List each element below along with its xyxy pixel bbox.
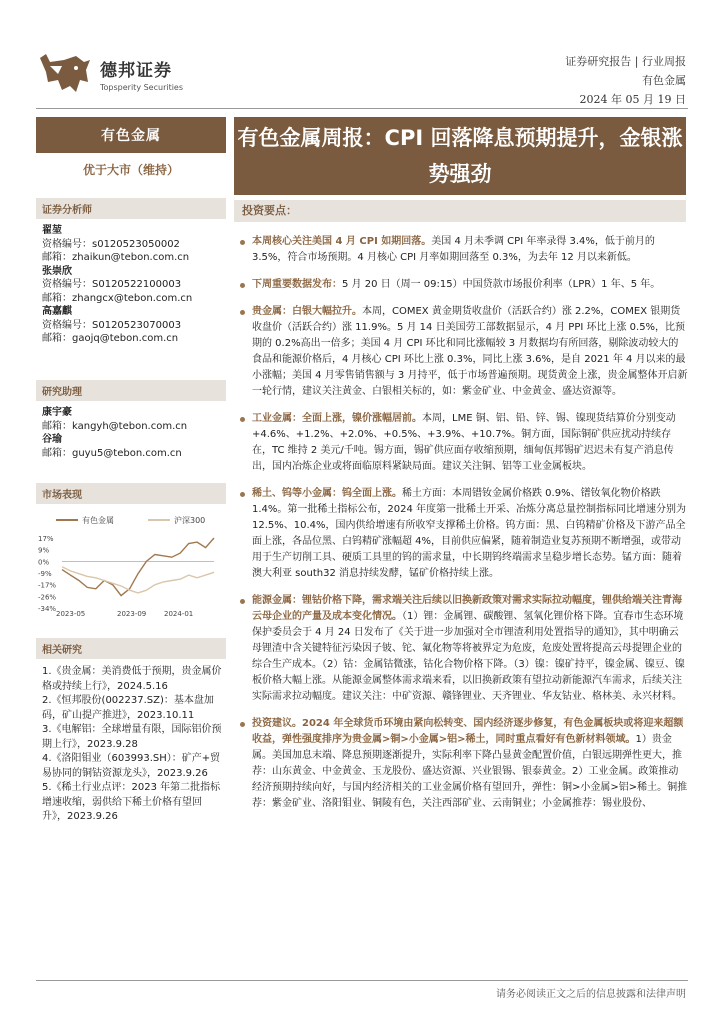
point-text: 稀土方面：本周镨钕金属价格跌 0.9%、镨钕氧化物价格跌 1.4%。第一批稀土指标公布，2024 年度第一批稀土开采、冶炼分离总量控制指标同比增速分别为 12.5%、10.4%，国内供给增速有所收窄支撑稀土价格。钨方面：黑、白钨精矿价格及下游产品全面上涨，各品位黑、白钨精矿涨幅超 4%，目前供应偏紧，随着制造业复苏预期不断增强，或带动用于生产切削工具、硬质工具里的钨的需求量，中长期钨终端需求呈稳步增长态势。锰方面：随着澳大利亚 south32 消息持续发酵，锰矿价格持续上涨。 — [252, 488, 687, 579]
x-tick-label: 2023-09 — [117, 610, 147, 618]
analyst-cert: 资格编号：S0120523070003 — [42, 319, 182, 331]
assistant-email[interactable]: 邮箱：guyu5@tebon.com.cn — [42, 447, 182, 459]
point-lead: 稀土、钨等小金属：钨全面上涨。 — [252, 488, 402, 499]
point-item — [238, 716, 688, 812]
analysts-section — [36, 198, 226, 346]
company-name-cn: 德邦证券 — [100, 61, 172, 81]
related-item[interactable]: 2.《恒邦股份(002237.SZ)：基本盘加码，矿山提产推进》，2023.10.11 — [42, 695, 214, 721]
analyst-email[interactable]: 邮箱：zhangcx@tebon.com.cn — [42, 292, 193, 304]
point-lead: 工业金属：全面上涨，镍价涨幅居前。 — [252, 413, 422, 424]
y-tick-label: -26% — [38, 593, 57, 602]
assistant-name: 谷瑜 — [42, 434, 62, 445]
assistant — [36, 433, 226, 460]
analyst-cert: 资格编号：S0120522100003 — [42, 279, 182, 290]
rating-label: 优于大市（维持） — [82, 163, 179, 177]
report-type: 证券研究报告 | 行业周报 — [565, 55, 686, 68]
legend-label: 有色金属 — [82, 516, 114, 525]
assistant-email[interactable]: 邮箱：kangyh@tebon.com.cn — [42, 420, 188, 432]
y-tick-label: -9% — [38, 570, 52, 578]
analyst-name: 张崇欣 — [42, 265, 72, 277]
assistant-name: 康宇豪 — [42, 407, 72, 418]
point-lead: 下周重要数据发布： — [252, 279, 342, 290]
related-item[interactable]: 4.《洛阳钼业（603993.SH）：矿产+贸易协同的铜钴资源龙头》，2023.9.26 — [42, 753, 221, 779]
analyst — [36, 224, 226, 265]
point-item — [238, 593, 688, 705]
point-lead: 贵金属：白银大幅拉升。 — [252, 306, 362, 317]
analyst-email[interactable]: 邮箱：gaojq@tebon.com.cn — [42, 333, 179, 344]
market-section — [36, 483, 226, 618]
y-tick-label: 0% — [38, 558, 50, 567]
assistants-title: 研究助理 — [36, 380, 226, 401]
analysts-title: 证券分析师 — [36, 198, 226, 219]
market-chart — [36, 508, 226, 618]
report-title: 有色金属周报：CPI 回落降息预期提升，金银涨势强劲 — [234, 117, 686, 195]
point-text: 本周，LME 铜、铝、铅、锌、锡、镍现货结算价分别变动+4.6%、+1.2%、+2.0%、+0.5%、+3.9%、+10.7%。铜方面，国际铜矿供应扰动持续存在，TC 维持 2 美元/千吨。锡方面，锡矿供应面存收缩预期，缅甸佤邦锡矿迟迟未有复产消息传出，国内冶炼企业或将面临原料紧缺局面。建议关注铜、铝等工业金属板块。 — [252, 413, 676, 472]
point-text: （1）锂：金属锂、碳酸锂、氢氧化锂价格下降。宜春市生态环境保护委员会于 4 月 24 日发布了《关于进一步加强对全市锂渣利用处置指导的通知》，其中明确云母锂渣中含关键特征污染因子铍、铊、氟化物等将被界定为危废，危废处置将提高云母提锂企业的综合生产成本。（2）钴：金属钴微涨，钴化合物价格下降。（3）镍：镍矿持平，镍金属、镍豆、镍板价格大幅上涨。从能源金属整体需求端来看，以旧换新政策有望拉动新能源汽车需求，后续关注实际需求拉动幅度。建议关注：中矿资源、赣锋锂业、天齐锂业、华友钴业、格林美、永兴材料。 — [252, 611, 685, 702]
header-divider — [36, 108, 688, 109]
market-title: 市场表现 — [36, 483, 226, 504]
analyst-name: 高嘉麒 — [42, 306, 72, 317]
points-title: 投资要点： — [234, 200, 686, 222]
x-tick-label: 2023-05 — [56, 610, 86, 618]
point-text: 5 月 20 日（周一 09:15）中国贷款市场报价利率（LPR）1 年、5 年。 — [342, 279, 661, 290]
footer-disclaimer: 请务必阅读正文之后的信息披露和法律声明 — [496, 989, 686, 1000]
investment-points — [238, 234, 688, 823]
company-name-en: Topsperity Securities — [100, 83, 184, 92]
y-tick-label: -17% — [38, 581, 57, 590]
series-line — [62, 567, 214, 593]
related-item[interactable]: 3.《电解铝：全球增量有限，国际铝价预期上行》，2023.9.28 — [42, 724, 222, 750]
y-tick-label: 9% — [38, 546, 50, 555]
analyst-name: 翟堃 — [42, 225, 62, 236]
related-item[interactable]: 5.《稀土行业点评：2023 年第二批指标增速收缩，弱供给下稀土价格有望回升》，2023.9.26 — [42, 782, 221, 822]
related-item[interactable]: 1.《贵金属：美消费低于预期，贵金属价格或持续上行》，2024.5.16 — [42, 666, 222, 692]
related-section — [36, 638, 226, 825]
point-text: 本周，COMEX 黄金期货收盘价（活跃合约）涨 2.2%，COMEX 银期货收盘价（活跃合约）涨 11.9%。5 月 14 日美国劳工部数据显示，4 月 PPI 环比上涨 0.5%，比预期的 0.2%高出一倍多；美国 4 月 CPI 环比和同比涨幅较 3 月数据均有所回落，剔除波动较大的食品和能源价格后，4 月核心 CPI 环比上涨 0.3%，同比上涨 3.6%，是自 2021 年 4 月以来的最小涨幅；美国 4 月零售销售额与 3 月持平，低于市场普遍预期。现货黄金上涨，贵金属整体开启新一轮行情，建议关注黄金、白银相关标的，如：紫金矿业、中金黄金、盛达资源等。 — [252, 306, 688, 397]
assistant — [36, 406, 226, 433]
point-item — [238, 486, 688, 582]
sector-label: 有色金属 — [36, 117, 226, 153]
footer-divider — [36, 980, 688, 981]
point-lead: 投资建议。2024 年全球货币环境由紧向松转变、国内经济逐步修复，有色金属板块或将迎来超额收益，弹性强度排序为贵金属>铜>小金属>铝>稀土，同时重点看好有色新材料领域。 — [252, 718, 684, 745]
point-text: 美国 4 月未季调 CPI 年率录得 3.4%，低于前月的 3.5%，符合市场预期。4 月核心 CPI 月率如期回落至 0.3%，为去年 12 月以来新低。 — [252, 236, 655, 263]
analyst-cert: 资格编号：s0120523050002 — [42, 238, 180, 250]
point-item — [238, 234, 688, 266]
x-tick-label: 2024-01 — [164, 610, 194, 618]
series-line — [62, 538, 214, 596]
y-tick-label: 17% — [38, 535, 54, 543]
analyst — [36, 305, 226, 346]
analyst — [36, 265, 226, 306]
report-meta — [565, 52, 686, 109]
company-logo — [36, 52, 183, 96]
assistants-section — [36, 380, 226, 460]
point-item — [238, 304, 688, 400]
analyst-email[interactable]: 邮箱：zhaikun@tebon.com.cn — [42, 252, 190, 263]
sidebar-top — [36, 117, 226, 178]
point-text: 1）贵金属。美国加息末端、降息预期逐渐提升，实际利率下降凸显黄金配置价值，白银远期弹性更大，推荐：山东黄金、中金黄金、玉龙股份、盛达资源、兴业银锡、银泰黄金。2）工业金属。政策推动经济预期持续向好，与国内经济相关的工业金属价格有望回升，弹性：铜>小金属>铝>稀土。铜推荐：紫金矿业、洛阳钼业、铜陵有色，关注西部矿业、云南铜业；小金属推荐：锡业股份、 — [252, 734, 688, 809]
market-chart-svg — [36, 508, 226, 618]
related-title: 相关研究 — [36, 638, 226, 659]
y-tick-label: -34% — [38, 605, 57, 613]
legend-label: 沪深300 — [174, 516, 206, 525]
bull-logo-icon — [36, 52, 94, 96]
report-industry: 有色金属 — [642, 74, 686, 87]
point-lead: 能源金属：锂钴价格下降，需求端关注后续以旧换新政策对需求实际拉动幅度，锂供给端关注青海云母企业的产量及成本变化情况。 — [252, 595, 682, 622]
point-item — [238, 277, 688, 293]
report-date: 2024 年 05 月 19 日 — [579, 93, 686, 106]
point-lead: 本周核心关注美国 4 月 CPI 如期回落。 — [252, 236, 432, 247]
point-item — [238, 411, 688, 475]
